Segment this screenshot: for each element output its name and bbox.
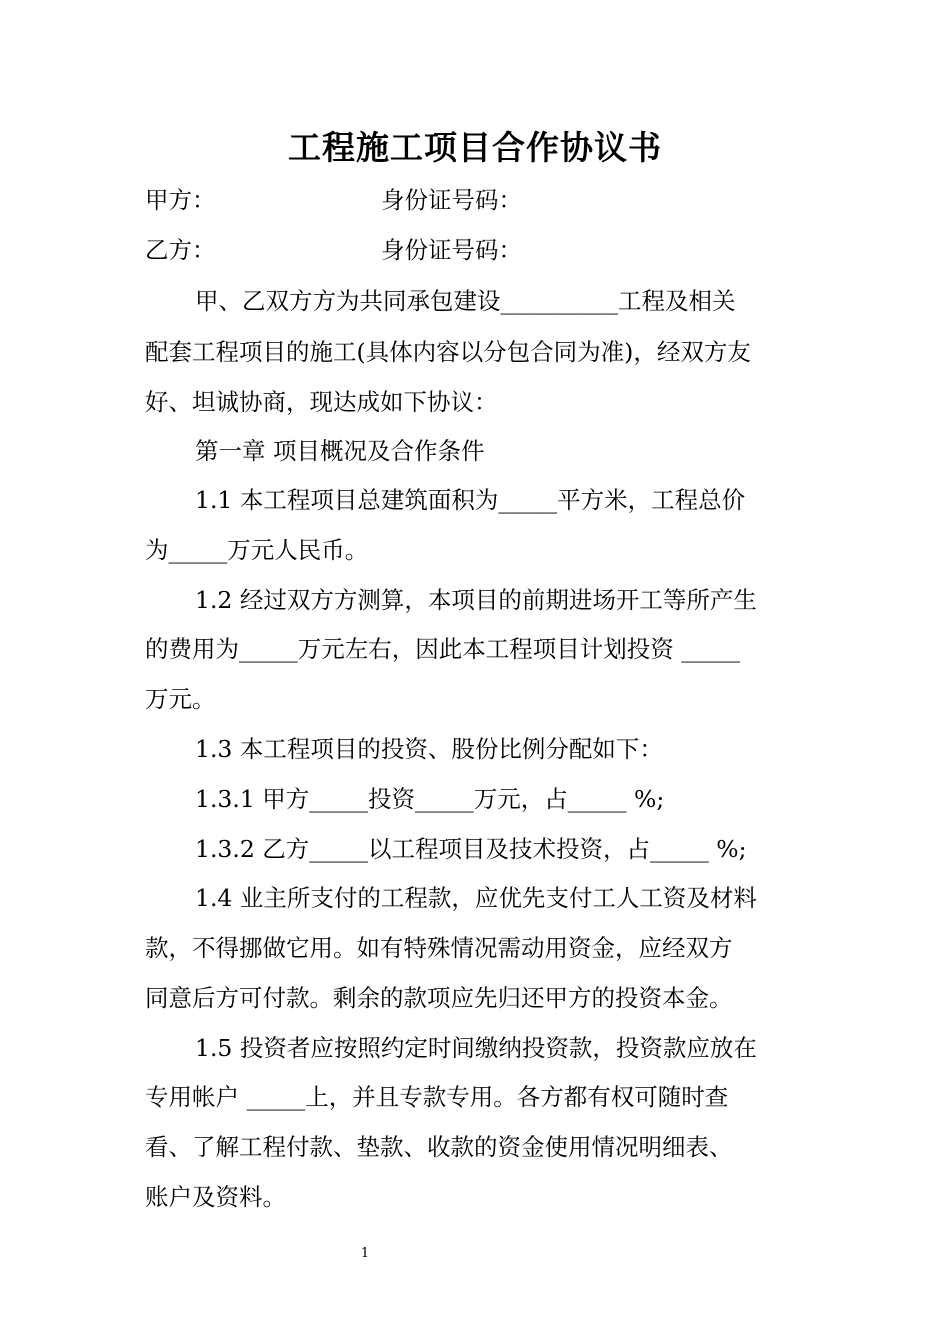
clause-1-4-line-1: 1.4 业主所支付的工程款，应优先支付工人工资及材料 [195, 884, 757, 912]
clause-1-1-line-1: 1.1 本工程项目总建筑面积为_____平方米，工程总价 [195, 486, 746, 514]
clause-1-5-line-3: 看、了解工程付款、垫款、收款的资金使用情况明细表、 [145, 1133, 733, 1161]
clause-1-4-line-2: 款，不得挪做它用。如有特殊情况需动用资金，应经双方 [145, 934, 733, 962]
party-b-id-label: 身份证号码： [381, 236, 522, 264]
chapter-heading: 第一章 项目概况及合作条件 [195, 437, 485, 465]
clause-1-1-line-2: 为_____万元人民币。 [145, 536, 369, 564]
clause-1-5-line-2: 专用帐户 _____上，并且专款专用。各方都有权可随时查 [145, 1083, 729, 1111]
party-a-id-label: 身份证号码： [381, 186, 522, 214]
intro-line-1: 甲、乙双方方为共同承包建设__________工程及相关 [195, 287, 736, 315]
intro-line-2: 配套工程项目的施工(具体内容以分包合同为准)，经双方友 [145, 338, 751, 366]
clause-1-2-line-2: 的费用为_____万元左右，因此本工程项目计划投资 _____ [145, 635, 740, 663]
clause-1-4-line-3: 同意后方可付款。剩余的款项应先归还甲方的投资本金。 [145, 984, 733, 1012]
clause-1-2-line-1: 1.2 经过双方方测算，本项目的前期进场开工等所产生 [195, 586, 757, 614]
page-number: 1 [360, 1246, 370, 1261]
clause-1-3-1: 1.3.1 甲方_____投资_____万元，占_____ %; [195, 785, 665, 813]
clause-1-5-line-4: 账户及资料。 [145, 1183, 286, 1211]
clause-1-5-line-1: 1.5 投资者应按照约定时间缴纳投资款，投资款应放在 [195, 1034, 757, 1062]
intro-line-3: 好、坦诚协商，现达成如下协议： [145, 388, 498, 416]
document-title: 工程施工项目合作协议书 [288, 128, 662, 167]
clause-1-2-line-3: 万元。 [145, 685, 216, 713]
party-a-label: 甲方： [145, 186, 216, 214]
party-b-label: 乙方： [145, 236, 216, 264]
clause-1-3-2: 1.3.2 乙方_____以工程项目及技术投资，占_____ %; [195, 835, 747, 863]
clause-1-3: 1.3 本工程项目的投资、股份比例分配如下： [195, 735, 663, 763]
